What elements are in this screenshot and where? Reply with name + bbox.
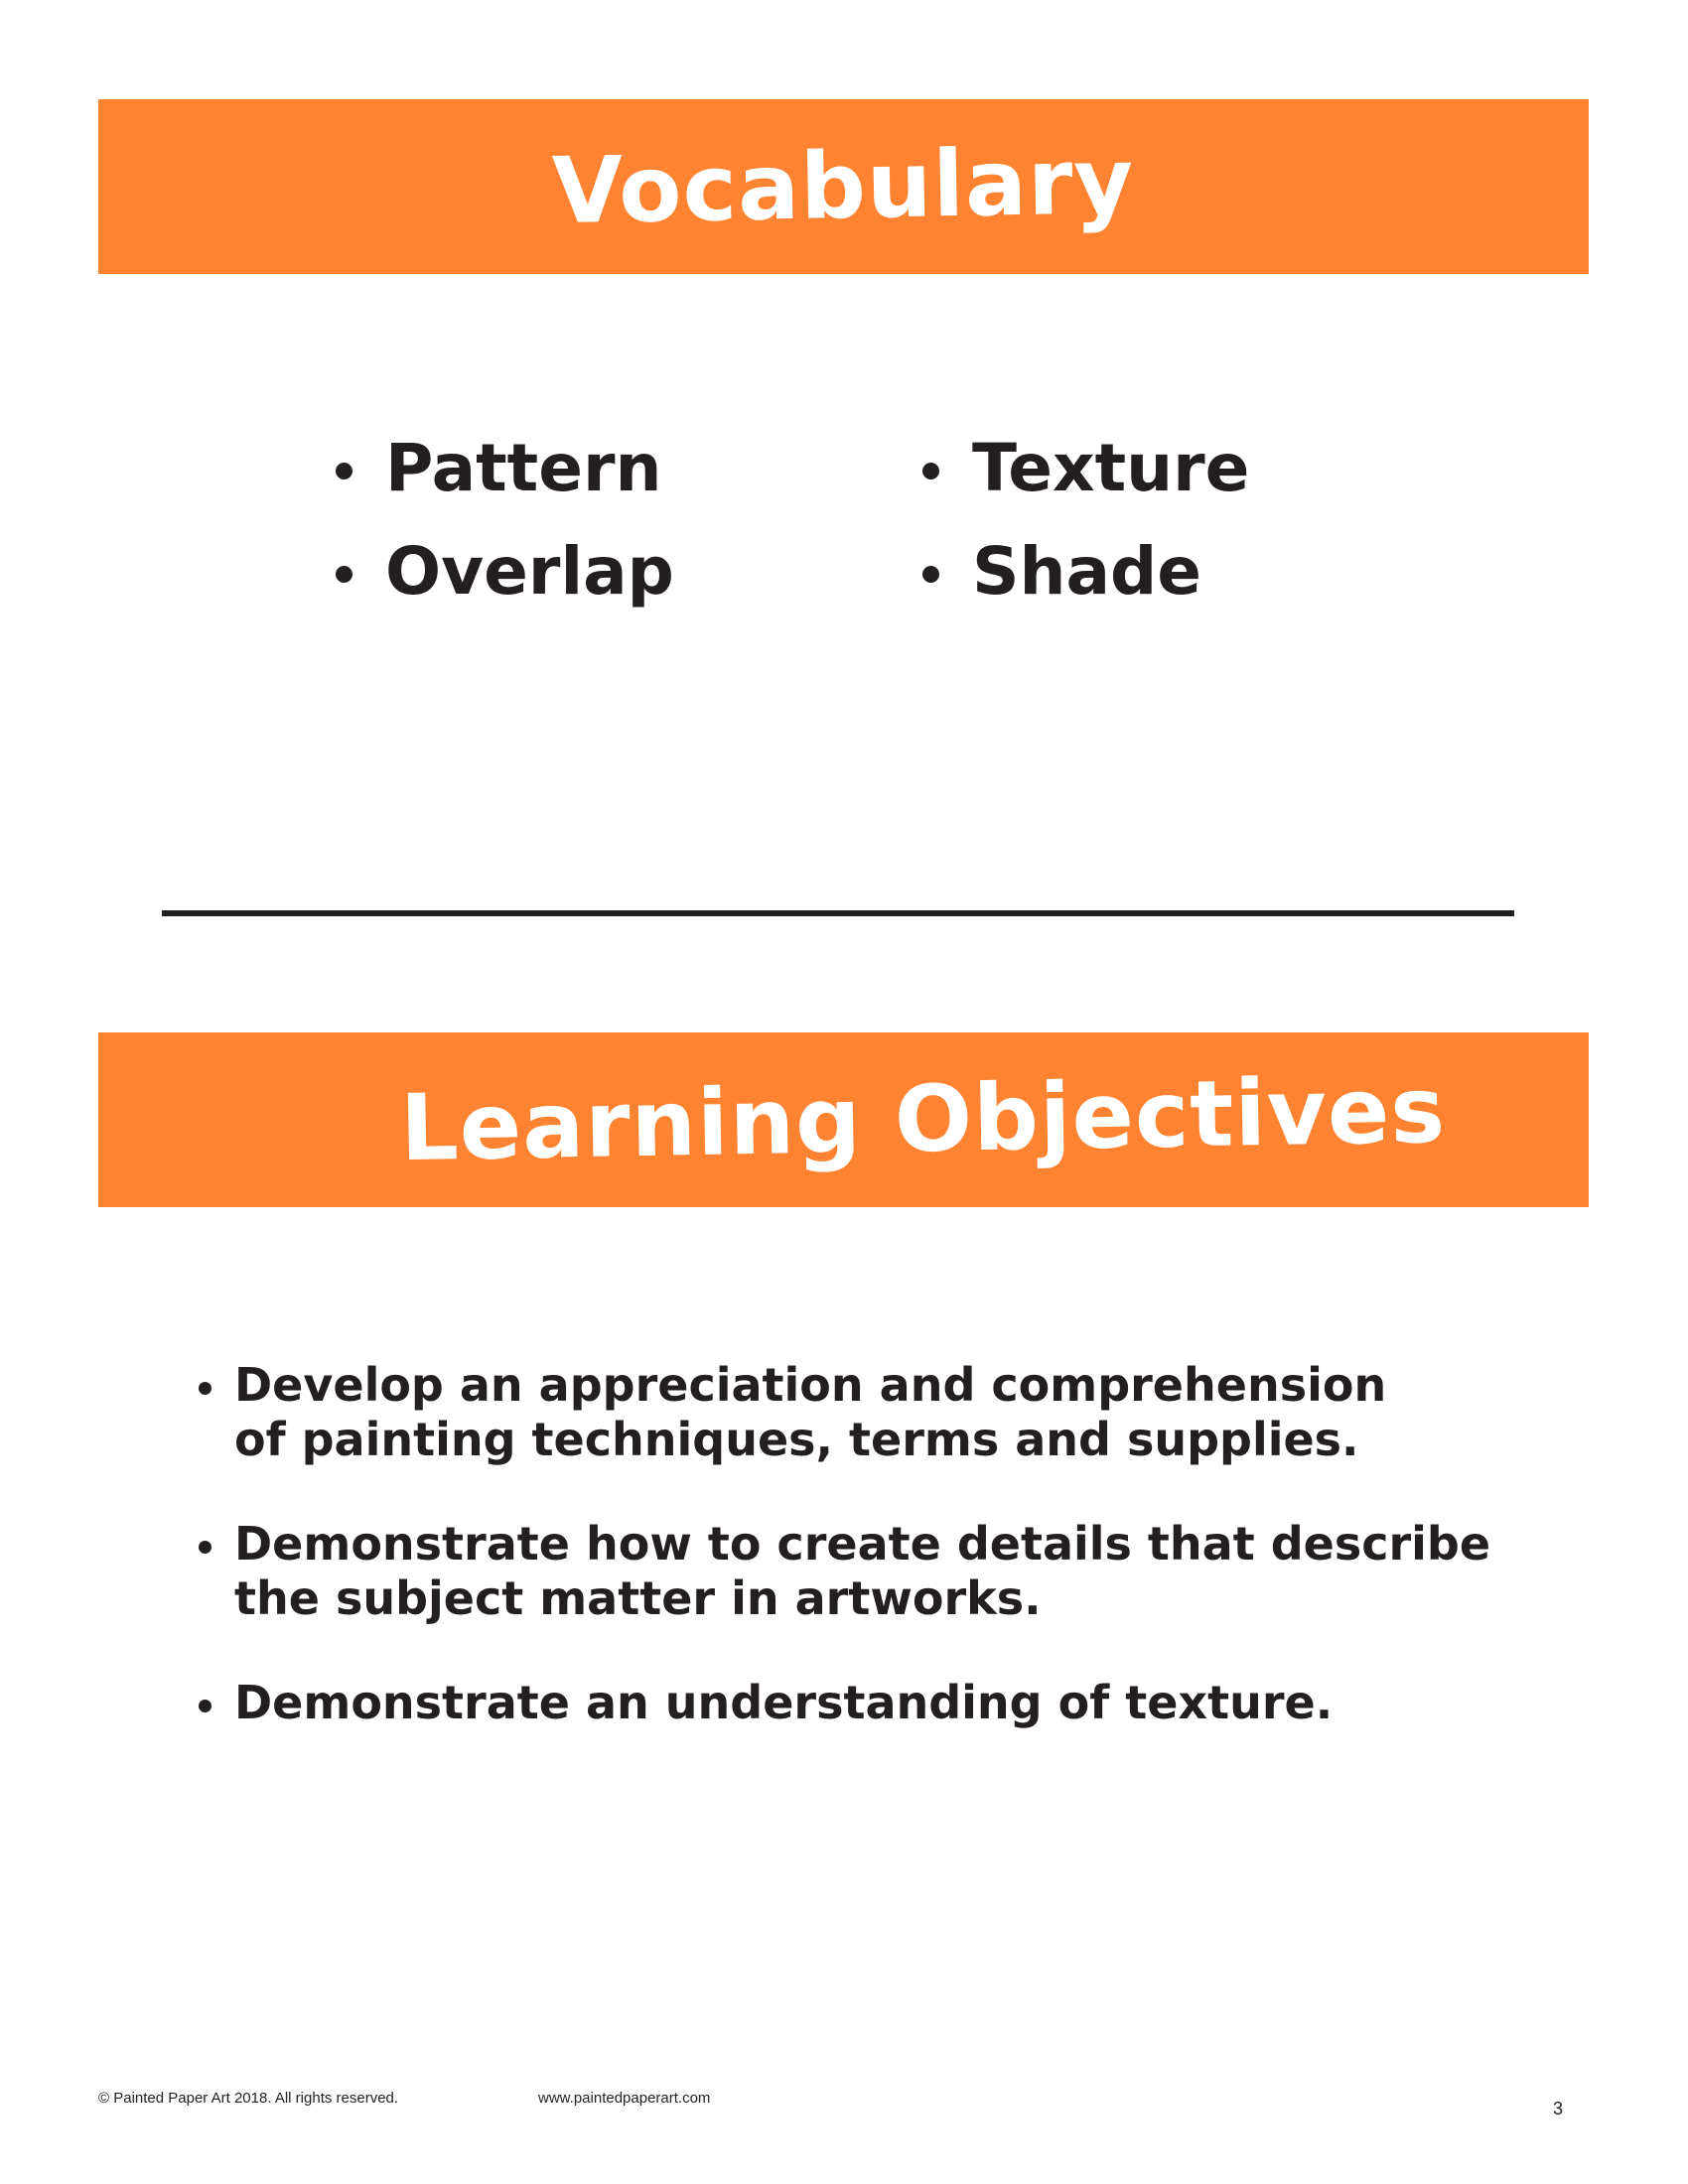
learning-objectives-heading: Learning Objectives [399, 1056, 1447, 1182]
vocabulary-list-left [330, 417, 674, 623]
vocabulary-term: Shade [916, 520, 1249, 623]
vocabulary-term: Overlap [330, 520, 674, 623]
page-number: 3 [1553, 2099, 1564, 2118]
section-divider [162, 910, 1514, 916]
vocabulary-heading: Vocabulary [551, 127, 1136, 245]
vocabulary-term: Pattern [330, 417, 674, 520]
objective-item: Demonstrate how to create details that describe the subject matter in artworks. [197, 1517, 1555, 1626]
vocabulary-term: Texture [916, 417, 1249, 520]
footer-copyright: © Painted Paper Art 2018. All rights reserved. [98, 2090, 399, 2107]
learning-objectives-list [197, 1358, 1587, 1780]
vocabulary-banner [98, 99, 1589, 274]
learning-objectives-banner [98, 1032, 1589, 1207]
objective-item: Demonstrate an understanding of texture. [197, 1676, 1587, 1730]
vocabulary-list-right [916, 417, 1249, 623]
objective-item: Develop an appreciation and comprehension of painting techniques, terms and supplies. [197, 1358, 1406, 1467]
footer-website-link[interactable]: www.paintedpaperart.com [538, 2090, 711, 2107]
